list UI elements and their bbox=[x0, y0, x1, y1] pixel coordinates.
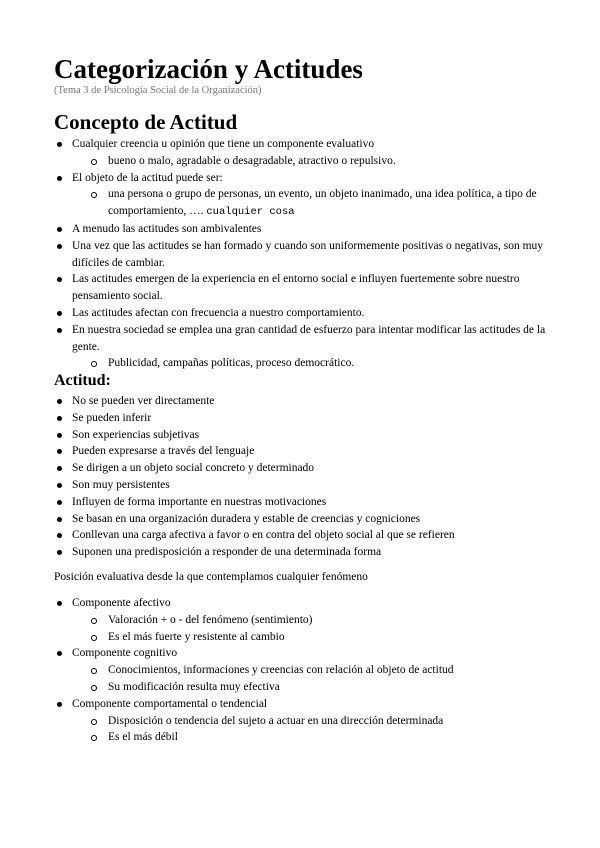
bullet-icon bbox=[57, 483, 62, 488]
sub-bullet-icon bbox=[91, 735, 97, 741]
list-subitem: Es el más fuerte y resistente al cambio bbox=[0, 629, 548, 646]
bullet-icon bbox=[57, 176, 62, 181]
sub-bullet-icon bbox=[91, 361, 97, 367]
actitud-list bbox=[0, 393, 600, 561]
list-item: Componente cognitivo bbox=[0, 645, 548, 662]
sub-bullet-icon bbox=[91, 685, 97, 691]
list-item: En nuestra sociedad se emplea una gran cantidad de esfuerzo para intentar modificar las actitudes de la gente. bbox=[0, 322, 548, 356]
section-heading-actitud: Actitud: bbox=[54, 372, 111, 389]
sub-bullet-icon bbox=[91, 635, 97, 641]
page-title: Categorización y Actitudes bbox=[54, 54, 363, 84]
list-item: El objeto de la actitud puede ser: bbox=[0, 170, 548, 187]
list-item: Se dirigen a un objeto social concreto y determinado bbox=[0, 460, 548, 477]
list-item: Son experiencias subjetivas bbox=[0, 427, 548, 444]
list-item: Se basan en una organización duradera y estable de creencias y cogniciones bbox=[0, 511, 548, 528]
bullet-icon bbox=[57, 533, 62, 538]
bullet-icon bbox=[57, 433, 62, 438]
list-item: Pueden expresarse a través del lenguaje bbox=[0, 443, 548, 460]
bullet-icon bbox=[57, 601, 62, 606]
bullet-icon bbox=[57, 416, 62, 421]
bullet-icon bbox=[57, 311, 62, 316]
sub-bullet-icon bbox=[91, 159, 97, 165]
components-list bbox=[0, 595, 600, 746]
bullet-icon bbox=[57, 449, 62, 454]
bullet-icon bbox=[57, 399, 62, 404]
list-item: Componente comportamental o tendencial bbox=[0, 696, 548, 713]
sub-bullet-icon bbox=[91, 192, 97, 198]
list-item: No se pueden ver directamente bbox=[0, 393, 548, 410]
page-subtitle: (Tema 3 de Psicología Social de la Organización) bbox=[54, 85, 262, 96]
bullet-icon bbox=[57, 550, 62, 555]
bullet-icon bbox=[57, 651, 62, 656]
bullet-icon bbox=[57, 328, 62, 333]
list-subitem: Valoración + o - del fenómeno (sentimiento) bbox=[0, 612, 548, 629]
sub-bullet-icon bbox=[91, 719, 97, 725]
bullet-icon bbox=[57, 227, 62, 232]
sub-bullet-icon bbox=[91, 668, 97, 674]
handwritten-note: cualquier cosa bbox=[206, 206, 295, 219]
sub-bullet-icon bbox=[91, 618, 97, 624]
list-item: Las actitudes afectan con frecuencia a nuestro comportamiento. bbox=[0, 305, 548, 322]
bullet-icon bbox=[57, 702, 62, 707]
list-item: Las actitudes emergen de la experiencia en el entorno social e influyen fuertemente sobre nuestro pensamiento social. bbox=[0, 271, 548, 305]
bullet-icon bbox=[57, 466, 62, 471]
bullet-icon bbox=[57, 517, 62, 522]
list-item: Cualquier creencia u opinión que tiene un componente evaluativo bbox=[0, 136, 548, 153]
bullet-icon bbox=[57, 142, 62, 147]
list-subitem: Publicidad, campañas políticas, proceso democrático. bbox=[0, 355, 548, 372]
list-item: Una vez que las actitudes se han formado y cuando son uniformemente positivas o negativas, son muy difíciles de cambiar. bbox=[0, 238, 548, 272]
list-subitem: bueno o malo, agradable o desagradable, atractivo o repulsivo. bbox=[0, 153, 548, 170]
section-heading-concepto: Concepto de Actitud bbox=[54, 110, 238, 134]
list-item: Se pueden inferir bbox=[0, 410, 548, 427]
list-item: Componente afectivo bbox=[0, 595, 548, 612]
list-subitem: Disposición o tendencia del sujeto a actuar en una dirección determinada bbox=[0, 713, 548, 730]
concepto-list bbox=[0, 136, 600, 372]
list-item: Influyen de forma importante en nuestras motivaciones bbox=[0, 494, 548, 511]
list-item: Son muy persistentes bbox=[0, 477, 548, 494]
list-subitem: una persona o grupo de personas, un evento, un objeto inanimado, una idea política, a tipo de comportamiento, …. cualquier cosa bbox=[0, 186, 548, 221]
bullet-icon bbox=[57, 500, 62, 505]
list-item: Conllevan una carga afectiva a favor o en contra del objeto social al que se refieren bbox=[0, 527, 548, 544]
bullet-icon bbox=[57, 277, 62, 282]
definition-paragraph: Posición evaluativa desde la que contemplamos cualquier fenómeno bbox=[54, 571, 368, 583]
list-subitem: Su modificación resulta muy efectiva bbox=[0, 679, 548, 696]
list-subitem: Conocimientos, informaciones y creencias con relación al objeto de actitud bbox=[0, 662, 548, 679]
bullet-icon bbox=[57, 244, 62, 249]
list-item: Suponen una predisposición a responder de una determinada forma bbox=[0, 544, 548, 561]
list-item: A menudo las actitudes son ambivalentes bbox=[0, 221, 548, 238]
list-subitem: Es el más débil bbox=[0, 729, 548, 746]
